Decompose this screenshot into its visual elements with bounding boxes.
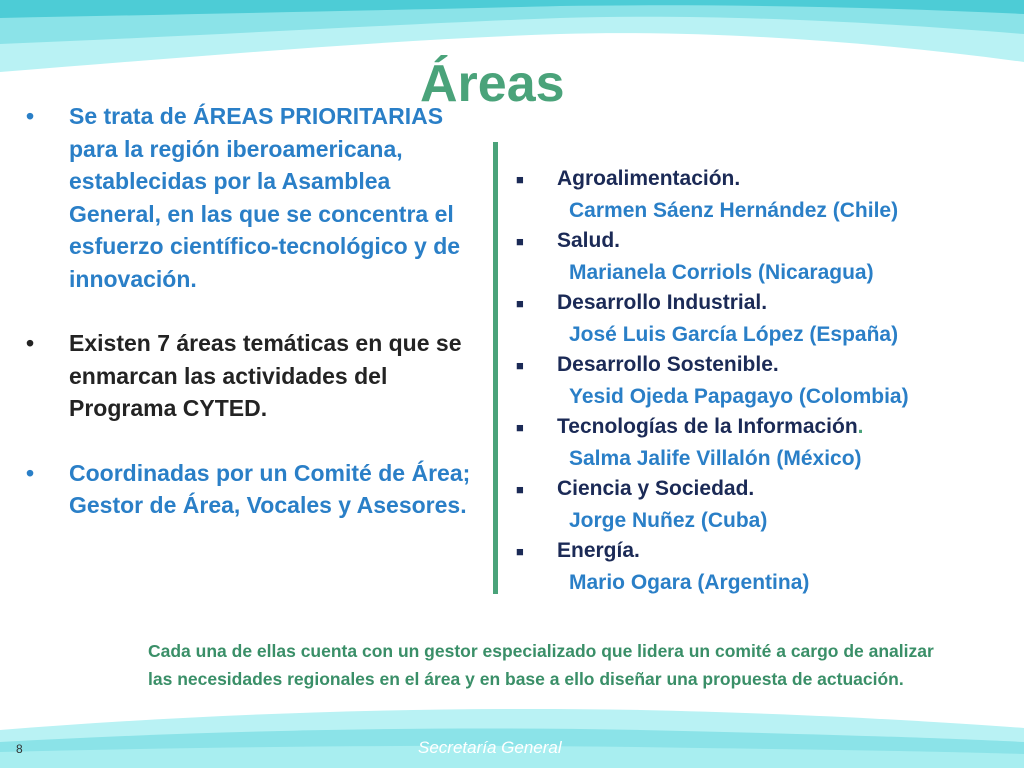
square-bullet-icon: ■ <box>516 296 524 311</box>
bullet-dot-icon: • <box>26 103 35 129</box>
area-name: Ciencia y Sociedad. <box>557 477 755 500</box>
slide-title: Áreas <box>420 55 565 113</box>
area-coordinator: Mario Ogara (Argentina) <box>569 570 810 594</box>
bullet-item <box>26 457 484 522</box>
square-bullet-icon: ■ <box>516 482 524 497</box>
area-name: Tecnologías de la Información <box>557 415 858 438</box>
area-item <box>516 412 1016 474</box>
slide-number: 8 <box>16 742 23 756</box>
bullet-dot-icon: • <box>26 459 35 486</box>
area-coordinator: Marianela Corriols (Nicaragua) <box>569 260 874 284</box>
area-name: Agroalimentación. <box>557 167 741 190</box>
area-name-period: . <box>857 415 864 438</box>
footnote-text: Cada una de ellas cuenta con un gestor especializado que lidera un comité a cargo de analizar las necesidades regionales en el área y en base a ello diseñar una propuesta de actuación. <box>148 641 934 689</box>
square-bullet-icon: ■ <box>516 172 524 187</box>
footer-text: Secretaría General <box>418 738 562 757</box>
bullet-item <box>26 100 484 295</box>
area-name: Desarrollo Industrial. <box>557 291 768 314</box>
vertical-divider <box>493 142 498 594</box>
area-name: Energía. <box>557 539 640 562</box>
bullet-list <box>26 100 484 554</box>
square-bullet-icon: ■ <box>516 544 524 559</box>
square-bullet-icon: ■ <box>516 420 524 435</box>
area-coordinator: Carmen Sáenz Hernández (Chile) <box>569 198 899 222</box>
area-item <box>516 536 1016 598</box>
bullet-text: Existen 7 áreas temáticas en que se enmarcan las actividades del Programa CYTED. <box>69 330 462 421</box>
area-name: Salud. <box>557 229 621 252</box>
area-item <box>516 226 1016 288</box>
area-item <box>516 474 1016 536</box>
area-item <box>516 288 1016 350</box>
bullet-dot-icon: • <box>26 330 35 356</box>
square-bullet-icon: ■ <box>516 234 524 249</box>
area-coordinator: Salma Jalife Villalón (México) <box>569 446 862 470</box>
area-coordinator: Yesid Ojeda Papagayo (Colombia) <box>569 384 909 408</box>
square-bullet-icon: ■ <box>516 358 524 373</box>
areas-list <box>516 164 1016 598</box>
bullet-text: Coordinadas por un Comité de Área; Gestor de Área, Vocales y Asesores. <box>69 459 471 518</box>
area-coordinator: José Luis García López (España) <box>569 322 899 346</box>
bullet-item <box>26 327 484 425</box>
area-item <box>516 350 1016 412</box>
bullet-text: Se trata de ÁREAS PRIORITARIAS para la región iberoamericana, establecidas por la Asamblea General, en las que se concentra el esfuerzo científico-tecnológico y de innovación. <box>69 103 461 292</box>
area-coordinator: Jorge Nuñez (Cuba) <box>569 508 768 532</box>
area-name: Desarrollo Sostenible. <box>557 353 779 376</box>
area-item <box>516 164 1016 226</box>
